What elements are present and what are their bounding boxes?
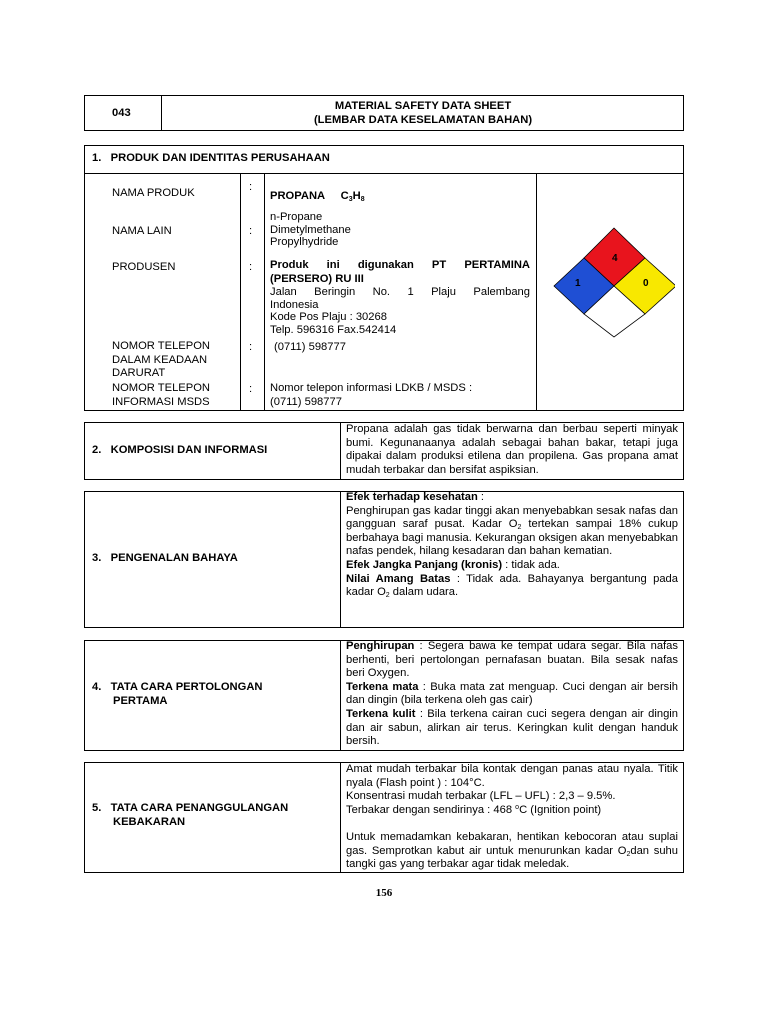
section3-divider	[340, 491, 341, 628]
formula-sub-8: 8	[360, 196, 365, 203]
penghirupan-text: : Segera bawa ke tempat udara segar. Bila nafas berhenti, beri pertolongan pernafasan buatan. Bila sesak nafas beri Oxygen.	[346, 640, 678, 680]
tel-darurat-label-line: NOMOR TELEPON	[112, 340, 211, 352]
produsen-value	[270, 259, 530, 338]
doc-title-line2: (LEMBAR DATA KESELAMATAN BAHAN)	[313, 113, 533, 126]
produsen-postal: Kode Pos Plaju : 30268	[270, 310, 387, 323]
doc-title	[162, 100, 684, 127]
terkena-mata-paragraph	[346, 681, 678, 708]
doc-number: 043	[112, 107, 131, 119]
ignition-text-a: Terbakar dengan sendirinya : 468	[346, 803, 516, 816]
formula	[341, 190, 365, 202]
kronis-line	[346, 559, 678, 573]
penghirupan-label: Penghirupan	[346, 640, 415, 652]
ignition-text-b: C (Ignition point)	[519, 803, 602, 816]
efek-colon: :	[477, 491, 485, 503]
produsen-company: Produk ini digunakan PT PERTAMINA	[270, 259, 530, 271]
doc-title-line1: MATERIAL SAFETY DATA SHEET	[334, 100, 512, 112]
extinguish-text-b: dan suhu tangki gas yang terbakar agar tidak meledak.	[346, 844, 678, 871]
section2-divider	[340, 422, 341, 480]
nab-text-b: dalam udara.	[389, 586, 459, 599]
formula-c: C	[340, 190, 349, 202]
tel-darurat-label-line: DALAM KEADAAN	[112, 353, 208, 366]
tel-info-value	[270, 382, 472, 409]
kronis-text: : tidak ada.	[502, 558, 560, 571]
section1-heading: 1. PRODUK DAN IDENTITAS PERUSAHAAN	[92, 152, 330, 164]
tel-info-label-line: NOMOR TELEPON	[112, 382, 211, 394]
nama-produk-label: NAMA PRODUK	[112, 187, 195, 199]
nab-sub: 2	[385, 592, 390, 600]
section4-heading-line1: 4. TATA CARA PERTOLONGAN	[92, 681, 263, 693]
colon: :	[249, 383, 253, 395]
extinguish-sub: 2	[626, 850, 631, 858]
nab-text-a: : Tidak ada. Bahayanya bergantung pada kadar O	[346, 572, 678, 599]
section3-text	[346, 491, 678, 600]
nama-lain-item: Propylhydride	[270, 236, 339, 249]
section4-heading-line2: PERTAMA	[113, 694, 168, 707]
section5-heading-line2: KEBAKARAN	[113, 815, 186, 828]
tel-info-label-line: INFORMASI MSDS	[112, 395, 210, 408]
nfpa-reactivity-value: 0	[643, 278, 649, 289]
terkena-kulit-label: Terkena kulit	[346, 707, 416, 720]
nfpa-health-value: 1	[575, 278, 581, 289]
terkena-kulit-text: : Bila terkena cairan cuci segera dengan air dingin dan air sabun, alirkan air terus. Keringkan kulit dengan handuk bersih.	[346, 707, 679, 748]
extinguish-text-a: Untuk memadamkan kebakaran, hentikan kebocoran atau suplai gas. Semprotkan kabut air untuk menurunkan kadar O	[346, 830, 678, 857]
section2-heading: 2. KOMPOSISI DAN INFORMASI	[92, 444, 268, 456]
efek-sub: 2	[517, 524, 522, 532]
section5-text	[346, 763, 678, 872]
nama-lain-item: n-Propane	[270, 211, 323, 223]
nab-line	[346, 573, 678, 600]
extinguish-text	[346, 831, 678, 872]
kronis-label: Efek Jangka Panjang (kronis)	[346, 558, 503, 571]
nfpa-fire-value: 4	[612, 253, 618, 264]
terkena-mata-label: Terkena mata	[346, 680, 419, 693]
ignition-text	[346, 804, 678, 818]
section1-heading-rule	[84, 173, 684, 174]
section5-heading-line1: 5. TATA CARA PENANGGULANGAN	[92, 802, 289, 814]
section1-nfpa-rule	[536, 173, 537, 411]
product-name-text: PROPANA	[270, 190, 326, 202]
colon: :	[249, 341, 253, 353]
section3-heading: 3. PENGENALAN BAHAYA	[92, 552, 238, 564]
colon: :	[249, 181, 253, 193]
efek-text-a: Penghirupan gas kadar tinggi akan menyebabkan sesak nafas dan gangguan saraf pusat. Kadar O	[346, 504, 678, 531]
product-name	[270, 190, 365, 202]
section5-heading	[92, 802, 288, 829]
tel-darurat-label	[112, 340, 210, 381]
formula-h: H	[352, 190, 361, 202]
ignition-degree: o	[515, 803, 520, 811]
section5-divider	[340, 762, 341, 873]
formula-sub-3: 3	[348, 196, 353, 203]
terkena-mata-text: : Buka mata zat menguap. Cuci dengan air bersih dan dingin (bila terkena oleh gas cair)	[346, 680, 678, 707]
efek-label: Efek terhadap kesehatan	[346, 491, 478, 503]
section1-colon-rule	[240, 173, 241, 411]
flash-point-text: Amat mudah terbakar bila kontak dengan panas atau nyala. Titik nyala (Flash point ) : 104°C.	[346, 763, 678, 789]
page-number: 156	[375, 887, 393, 899]
section4-heading	[92, 681, 263, 708]
nama-lain-values	[270, 211, 351, 249]
tel-darurat-label-line: DARURAT	[112, 367, 166, 380]
nab-label: Nilai Amang Batas	[346, 572, 451, 585]
penghirupan-paragraph	[346, 640, 678, 681]
produsen-address: Jalan Beringin No. 1 Plaju Palembang	[270, 286, 530, 299]
efek-text-b: tertekan sampai 18% cukup berbahaya bagi manusia. Kekurangan oksigen akan menyebabkan nafas pendek, hilang kesadaran dan bahan kematian.	[346, 518, 678, 558]
section2-text: Propana adalah gas tidak berwarna dan berbau seperti minyak bumi. Kegunanaanya adalah sebagai bahan bakar, tetapi juga dipakai dalam produksi etilena dan propilena. Gas propana amat mudah terbakar dan bersifat aspiksian.	[346, 423, 678, 476]
nama-lain-item: Dimetylmethane	[270, 223, 351, 236]
produsen-country: Indonesia	[270, 298, 319, 311]
section4-text	[346, 640, 678, 749]
tel-darurat-value: (0711) 598777	[274, 341, 346, 353]
section4-divider	[340, 640, 341, 751]
flammability-text: Konsentrasi mudah terbakar (LFL – UFL) : 2,3 – 9.5%.	[346, 790, 616, 803]
tel-info-line: Nomor telepon informasi LDKB / MSDS :	[270, 382, 473, 394]
tel-info-label	[112, 382, 210, 409]
nfpa-diamond-icon	[545, 225, 675, 340]
terkena-kulit-paragraph	[346, 708, 678, 749]
efek-text	[346, 505, 678, 559]
section1-value-rule	[264, 173, 265, 411]
tel-info-line: (0711) 598777	[270, 395, 342, 408]
nama-lain-label: NAMA LAIN	[112, 225, 172, 237]
colon: :	[249, 225, 253, 237]
efek-label-line	[346, 491, 678, 505]
produsen-label: PRODUSEN	[112, 261, 176, 273]
produsen-company-2: (PERSERO) RU III	[270, 272, 364, 285]
colon: :	[249, 261, 253, 273]
produsen-phone: Telp. 596316 Fax.542414	[270, 324, 397, 337]
